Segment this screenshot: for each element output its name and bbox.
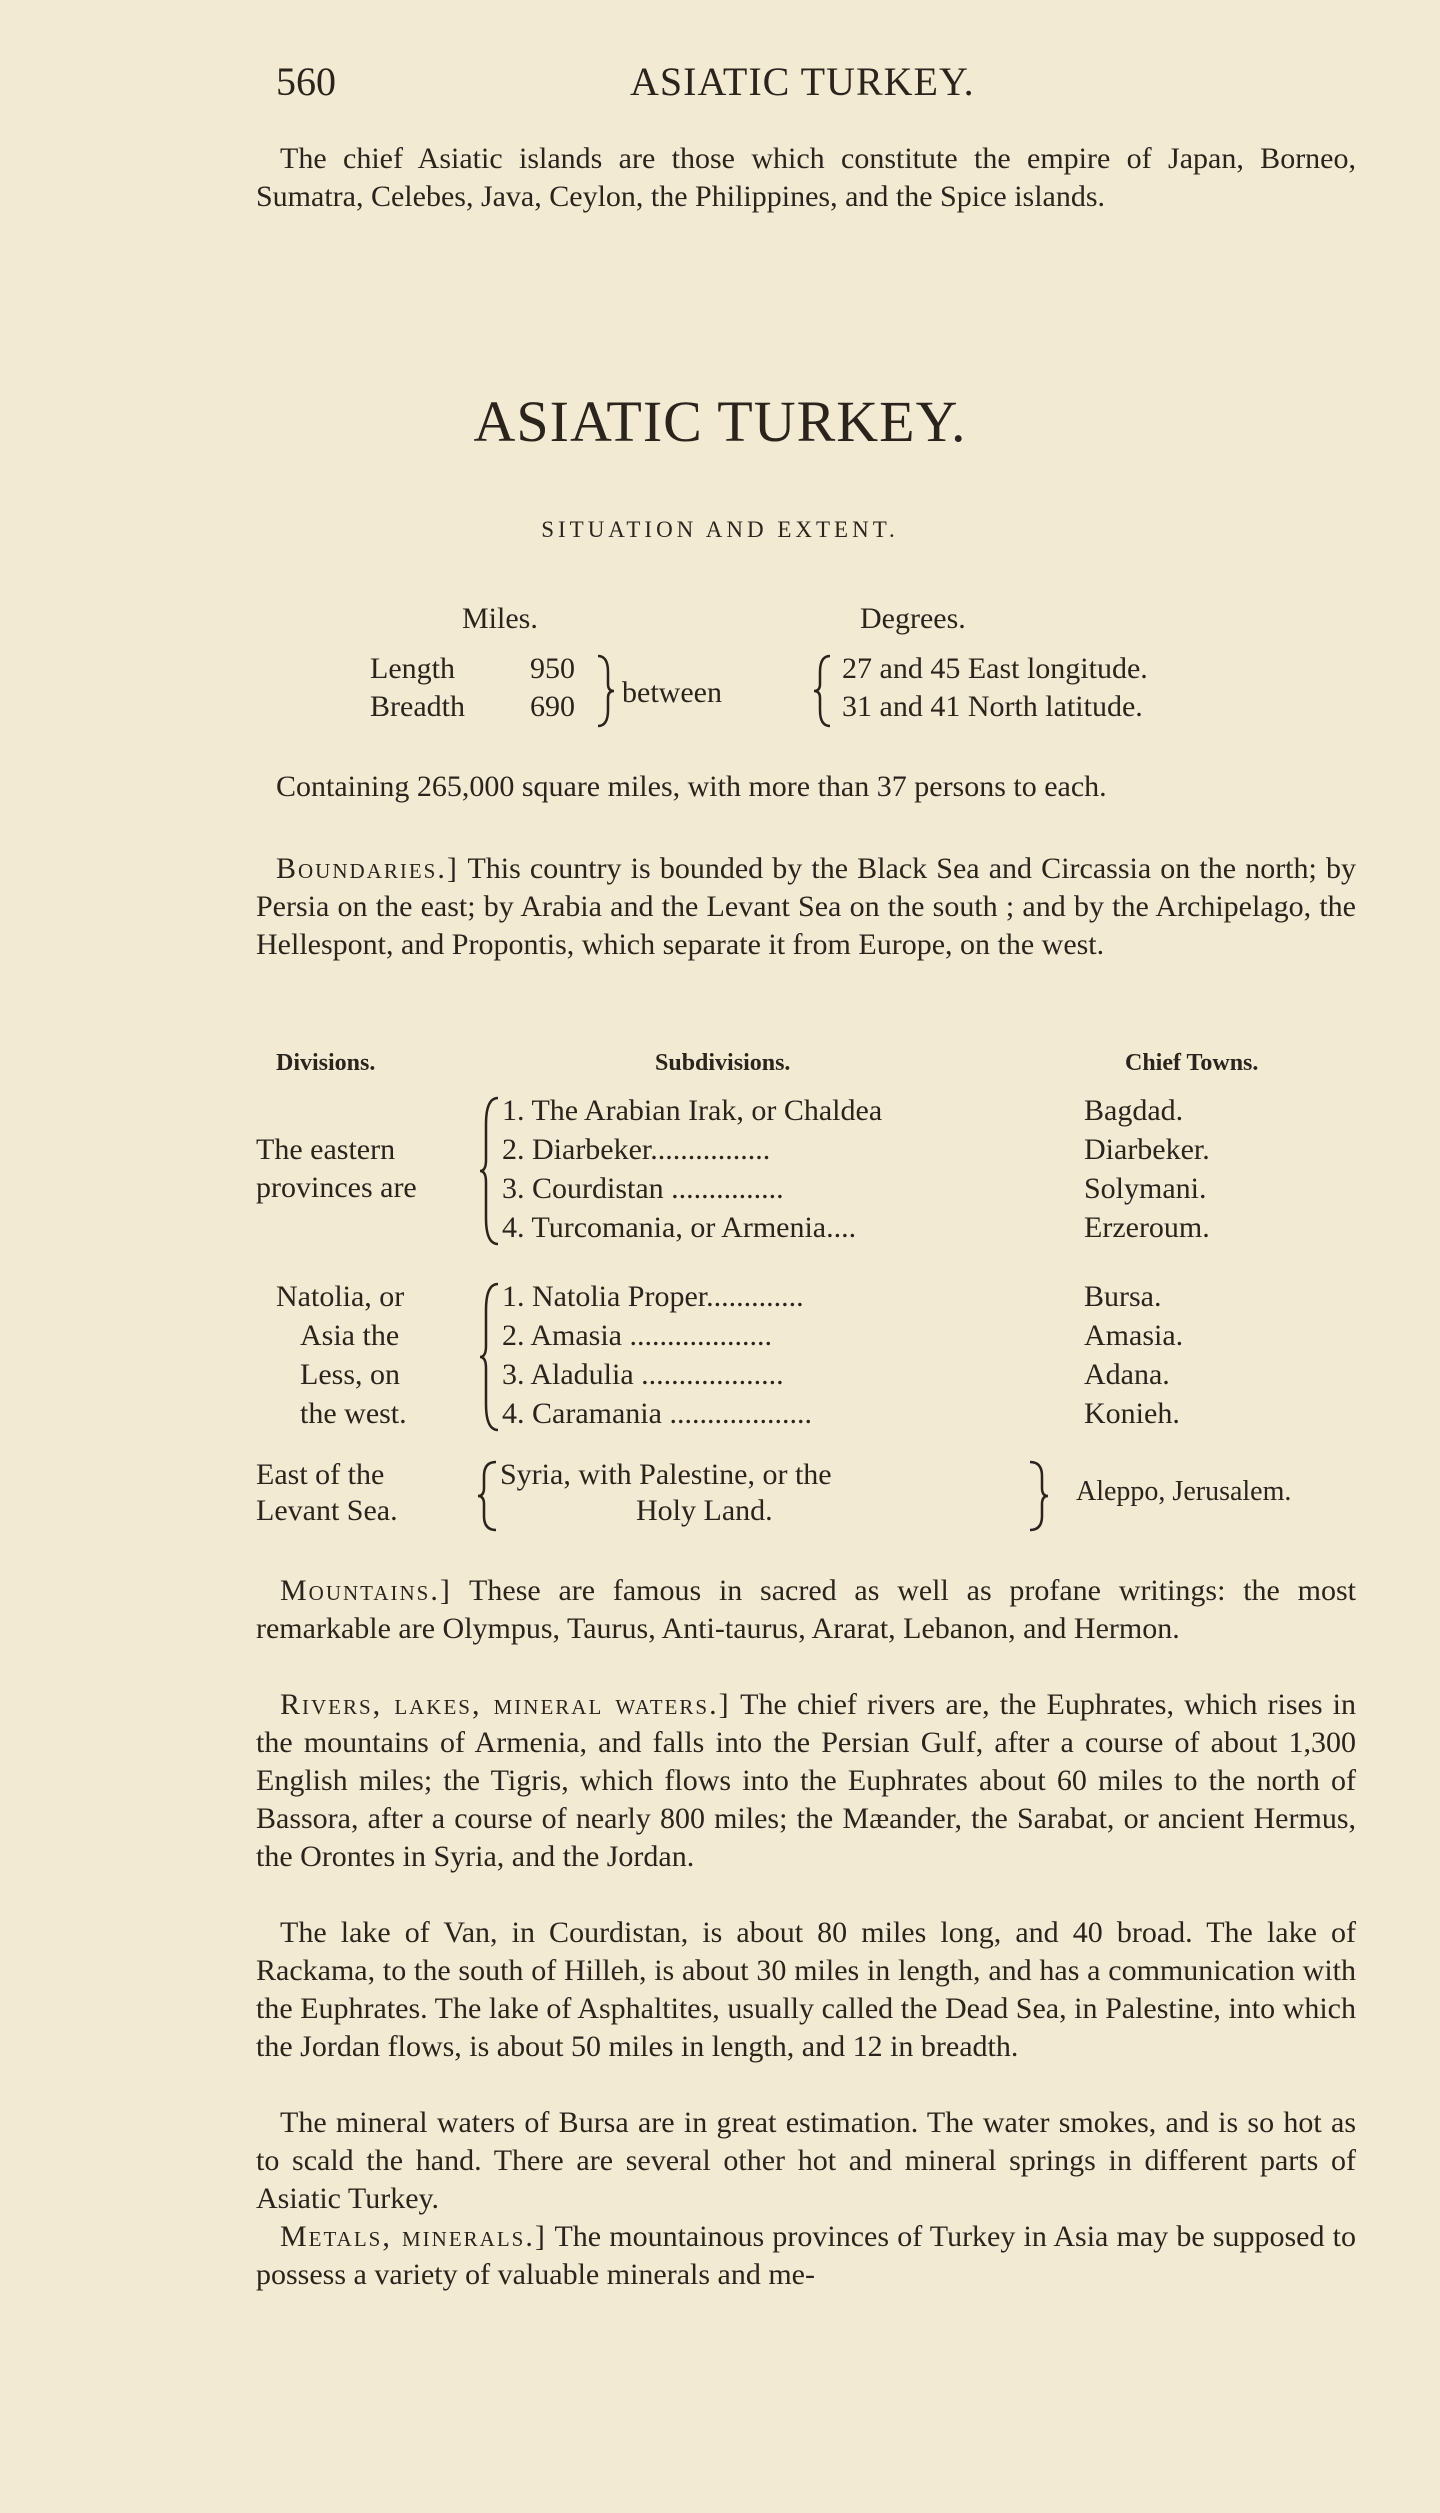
subdivision-label: 3. Aladulia ................... — [502, 1358, 784, 1391]
section-title: ASIATIC TURKEY. — [473, 389, 967, 454]
subdivision-label: Syria, with Palestine, or the — [500, 1458, 832, 1491]
subdivisions-header: Subdivisions. — [655, 1050, 791, 1076]
chief-town: Bagdad. — [1084, 1094, 1184, 1127]
chief-town: Diarbeker. — [1084, 1133, 1210, 1166]
running-title: ASIATIC TURKEY. — [630, 59, 975, 104]
between-label: between — [622, 676, 722, 709]
subdivision-label: 1. The Arabian Irak, or Chaldea — [502, 1094, 883, 1127]
right-brace — [812, 652, 834, 730]
longitude-range: 27 and 45 East longitude. — [842, 652, 1148, 685]
towns-header: Chief Towns. — [1125, 1050, 1259, 1076]
division-label: Less, on — [300, 1358, 400, 1391]
division-label: Asia the — [300, 1319, 400, 1352]
group-brace — [478, 1280, 500, 1434]
miles-label: Miles. — [462, 602, 538, 635]
situation-subheading: SITUATION AND EXTENT. — [541, 517, 899, 542]
rivers-text: The chief rivers are, the Euphrates, which rises in the mountains of Armenia, and falls into the Persian Gulf, after a course of about 1,300 English miles; the Tigris, which flows into the Euphrates about 60 miles to the north of Bassora, after a course of nearly 800 miles; the Mæander, the Sarabat, or ancient Hermus, the Orontes in Syria, and the Jordan. — [256, 1688, 1356, 1873]
subdivision-label: 2. Diarbeker................ — [502, 1133, 771, 1166]
group-brace-right — [1028, 1458, 1050, 1534]
division-label: the west. — [300, 1397, 407, 1430]
subdivision-label: Holy Land. — [636, 1494, 773, 1527]
chief-town: Amasia. — [1084, 1319, 1184, 1352]
rivers-paragraph — [256, 1686, 1356, 1876]
intro-paragraph: The chief Asiatic islands are those which constitute the empire of Japan, Borneo, Sumatra, Celebes, Java, Ceylon, the Philippines, and the Spice islands. — [256, 142, 1356, 213]
dot-leader: ............... — [671, 1172, 784, 1205]
subdivision-label: 4. Caramania ................... — [502, 1397, 812, 1430]
division-label: East of the — [256, 1458, 385, 1491]
subdivision-label: 3. Courdistan ............... — [502, 1172, 784, 1205]
chief-town: Adana. — [1084, 1358, 1170, 1391]
length-value: 950 — [530, 652, 575, 685]
length-label: Length — [370, 652, 455, 685]
mountains-text: These are famous in sacred as well as profane writings: the most remarkable are Olympus, Taurus, Anti-taurus, Ararat, Lebanon, and Hermon. — [256, 1574, 1356, 1645]
division-label: The eastern — [256, 1133, 396, 1166]
division-label: Natolia, or — [276, 1280, 405, 1313]
subdivision-label: 1. Natolia Proper............. — [502, 1280, 804, 1313]
division-label: Levant Sea. — [256, 1494, 398, 1527]
mountains-lead: Mountains.] — [280, 1574, 452, 1607]
dot-leader: ................... — [669, 1397, 812, 1430]
metals-paragraph — [256, 2218, 1356, 2294]
dot-leader: .... — [826, 1211, 857, 1244]
group-brace — [476, 1458, 498, 1534]
containing-line: Containing 265,000 square miles, with more than 37 persons to each. — [276, 770, 1107, 803]
breadth-label: Breadth — [370, 690, 465, 723]
mountains-paragraph — [256, 1572, 1356, 1648]
dot-leader: ................... — [641, 1358, 784, 1391]
chief-town: Solymani. — [1084, 1172, 1207, 1205]
chief-town: Erzeroum. — [1084, 1211, 1210, 1244]
degrees-label: Degrees. — [860, 602, 966, 635]
boundaries-paragraph — [256, 850, 1356, 964]
chief-town: Aleppo, Jerusalem. — [1076, 1476, 1292, 1507]
page-number: 560 — [276, 59, 336, 104]
rivers-lead: Rivers, lakes, mineral waters.] — [280, 1688, 731, 1721]
mineral-waters-paragraph: The mineral waters of Bursa are in great estimation. The water smokes, and is so hot as to scald the hand. There are several other hot and mineral springs in different parts of Asiatic Turkey. — [256, 2106, 1356, 2215]
metals-text: The mountainous provinces of Turkey in Asia may be supposed to possess a variety of valuable minerals and me- — [256, 2220, 1356, 2291]
group-brace — [478, 1094, 500, 1248]
chief-town: Konieh. — [1084, 1397, 1180, 1430]
breadth-value: 690 — [530, 690, 575, 723]
boundaries-text: This country is bounded by the Black Sea and Circassia on the north; by Persia on the east; by Arabia and the Levant Sea on the south ; and by the Archipelago, the Hellespont, and Propontis, which separate it from Europe, on the west. — [256, 852, 1356, 961]
subdivision-label: 2. Amasia ................... — [502, 1319, 772, 1352]
latitude-range: 31 and 41 North latitude. — [842, 690, 1143, 723]
division-label: provinces are — [256, 1171, 417, 1204]
subdivision-label: 4. Turcomania, or Armenia.... — [502, 1211, 857, 1244]
dot-leader: ................ — [650, 1133, 771, 1166]
chief-town: Bursa. — [1084, 1280, 1162, 1313]
left-brace — [594, 652, 616, 730]
divisions-header: Divisions. — [276, 1050, 376, 1076]
dot-leader: ............. — [706, 1280, 804, 1313]
dot-leader: ................... — [629, 1319, 772, 1352]
metals-lead: Metals, minerals.] — [280, 2220, 547, 2253]
boundaries-lead: Boundaries.] — [276, 852, 459, 885]
lakes-paragraph: The lake of Van, in Courdistan, is about 80 miles long, and 40 broad. The lake of Rackama, to the south of Hilleh, is about 30 miles in length, and has a communication with the Euphrates. The lake of Asphaltites, usually called the Dead Sea, in Palestine, into which the Jordan flows, is about 50 miles in length, and 12 in breadth. — [256, 1916, 1356, 2063]
